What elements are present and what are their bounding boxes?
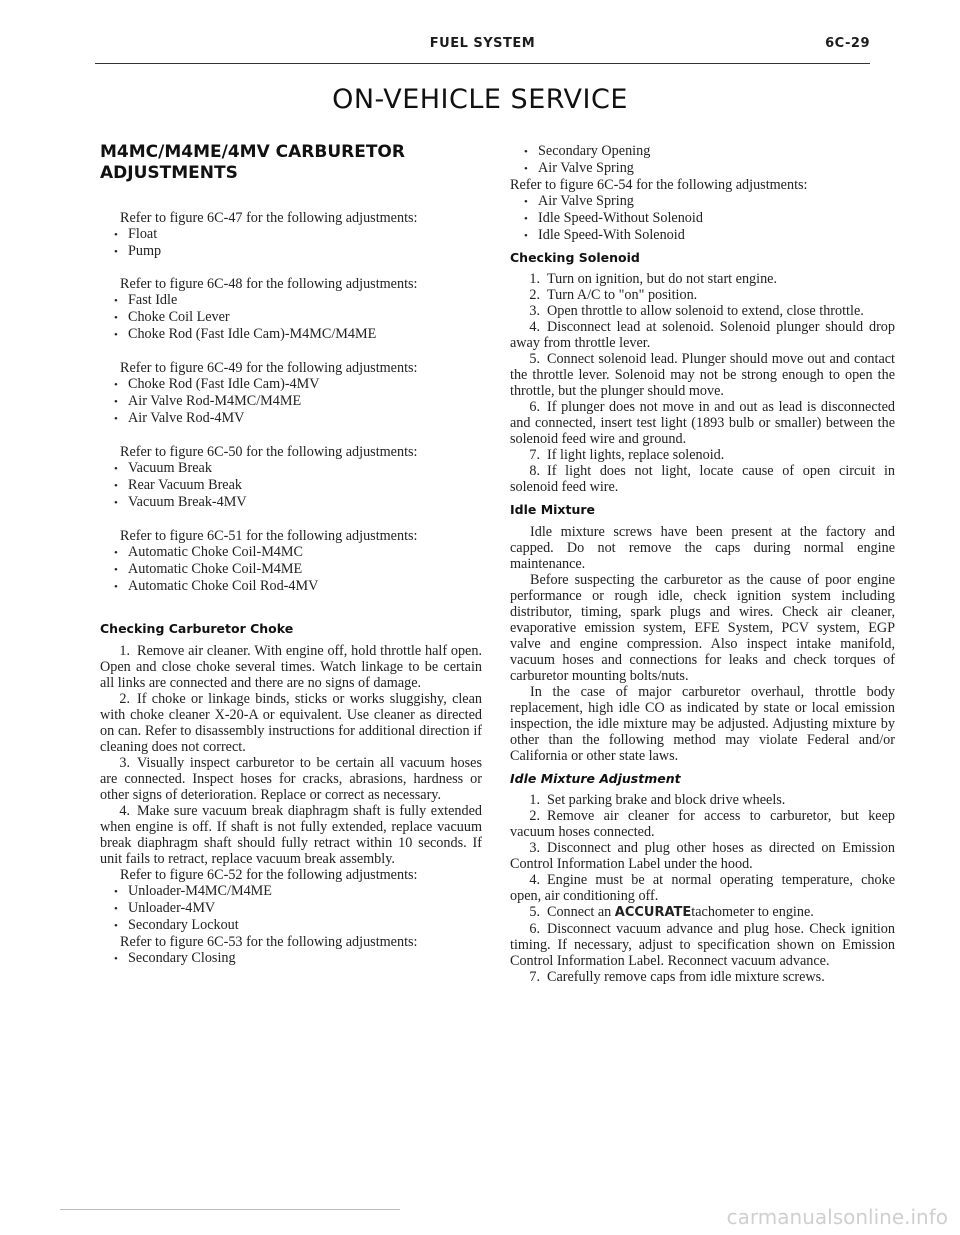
procedure-step bbox=[510, 271, 895, 287]
step-number: 5. bbox=[529, 351, 540, 367]
step-text: Carefully remove caps from idle mixture screws. bbox=[547, 969, 825, 985]
step-number: 4. bbox=[119, 803, 130, 819]
right-column bbox=[510, 143, 895, 985]
step-number: 1. bbox=[529, 792, 540, 808]
checking-solenoid-heading: Checking Solenoid bbox=[510, 250, 640, 265]
step-number: 6. bbox=[529, 921, 540, 937]
adjustment-group bbox=[100, 528, 482, 595]
step-text: Remove air cleaner. With engine off, hold throttle half open. Open and close choke several times. Watch linkage to be certain all links are connected and there are no signs of damage. bbox=[100, 643, 482, 691]
step-text: Make sure vacuum break diaphragm shaft is fully extended when engine is off. If shaft is not fully extended, replace vacuum break diaphragm shaft should fully retract within 10 seconds. If unit fails to retract, replace vacuum break assembly. bbox=[100, 803, 482, 867]
list-item: • Rear Vacuum Break bbox=[100, 477, 482, 494]
accurate-brand: ACCURATE bbox=[614, 905, 692, 920]
step-number: 2. bbox=[529, 287, 540, 303]
adjustment-group bbox=[100, 276, 482, 343]
procedure-step bbox=[510, 351, 895, 399]
step-text: If light lights, replace solenoid. bbox=[547, 447, 725, 463]
list-item: • Air Valve Spring bbox=[510, 160, 895, 177]
step-number: 3. bbox=[119, 755, 130, 771]
procedure-step bbox=[100, 643, 482, 691]
adjustment-group bbox=[100, 210, 482, 260]
list-item: • Choke Rod (Fast Idle Cam)-M4MC/M4ME bbox=[100, 326, 482, 343]
step-number: 7. bbox=[529, 447, 540, 463]
procedure-step bbox=[510, 872, 895, 904]
step-text: tachometer to engine. bbox=[691, 904, 814, 920]
list-item: • Float bbox=[100, 226, 482, 243]
page-number: 6C-29 bbox=[825, 36, 870, 51]
figure-reference: Refer to figure 6C-52 for the following adjustments: bbox=[120, 867, 418, 883]
figure-reference: Refer to figure 6C-48 for the following adjustments: bbox=[120, 276, 418, 292]
list-item: • Secondary Lockout bbox=[100, 917, 482, 934]
paragraph: Before suspecting the carburetor as the cause of poor engine performance or rough idle, check ignition system including distributor, timing, spark plugs and wires. Check air cleaner, evaporative emission system, EFE System, PCV system, EGP valve and engine compression. Also inspect intake manifold, vacuum hoses and connections for leaks and check torques of carburetor mounting bolts/nuts. bbox=[510, 572, 895, 684]
checking-choke-heading: Checking Carburetor Choke bbox=[100, 621, 294, 636]
figure-reference: Refer to figure 6C-50 for the following adjustments: bbox=[120, 444, 418, 460]
watermark: carmanualsonline.info bbox=[726, 1205, 948, 1229]
step-number: 2. bbox=[119, 691, 130, 707]
list-item: • Choke Rod (Fast Idle Cam)-4MV bbox=[100, 376, 482, 393]
step-text: Connect an bbox=[547, 904, 612, 920]
step-number: 4. bbox=[529, 319, 540, 335]
procedure-step bbox=[510, 463, 895, 495]
step-text: Set parking brake and block drive wheels. bbox=[547, 792, 786, 808]
step-number: 7. bbox=[529, 969, 540, 985]
adjustment-group bbox=[100, 444, 482, 511]
list-item: • Air Valve Spring bbox=[510, 193, 895, 210]
procedure-step bbox=[510, 287, 895, 303]
procedure-step bbox=[510, 969, 895, 985]
procedure-step bbox=[510, 447, 895, 463]
adjustment-group bbox=[100, 360, 482, 427]
list-item: • Automatic Choke Coil-M4MC bbox=[100, 544, 482, 561]
bottom-rule bbox=[60, 1209, 400, 1210]
procedure-step bbox=[510, 921, 895, 969]
list-item: • Idle Speed-With Solenoid bbox=[510, 227, 895, 244]
idle-mixture-adjustment-heading: Idle Mixture Adjustment bbox=[510, 771, 681, 786]
adjustment-group bbox=[100, 934, 482, 967]
list-item: • Vacuum Break-4MV bbox=[100, 494, 482, 511]
list-item: • Secondary Closing bbox=[100, 950, 482, 967]
list-item: • Automatic Choke Coil-M4ME bbox=[100, 561, 482, 578]
running-header bbox=[95, 36, 870, 56]
step-text: Disconnect and plug other hoses as directed on Emission Control Information Label under the hood. bbox=[510, 840, 895, 872]
step-text: If choke or linkage binds, sticks or works sluggishy, clean with choke cleaner X-20-A or equivalent. Use cleaner as directed on can. Refer to disassembly instructions for additional direction if cleaning does not correct. bbox=[100, 691, 482, 755]
step-text: If light does not light, locate cause of open circuit in solenoid feed wire. bbox=[510, 463, 895, 495]
step-text: Disconnect vacuum advance and plug hose. Check ignition timing. If necessary, adjust to specification shown on Emission Control Information Label. Reconnect vacuum advance. bbox=[510, 921, 895, 969]
procedure-step bbox=[100, 803, 482, 867]
left-column bbox=[100, 142, 482, 967]
list-item: • Vacuum Break bbox=[100, 460, 482, 477]
paragraph: Idle mixture screws have been present at the factory and capped. Do not remove the caps during normal engine maintenance. bbox=[510, 524, 895, 572]
procedure-step bbox=[510, 904, 895, 921]
step-text: Visually inspect carburetor to be certain all vacuum hoses are connected. Inspect hoses for cracks, abrasions, hardness or other signs of deterioration. Replace or correct as necessary. bbox=[100, 755, 482, 803]
step-number: 3. bbox=[529, 840, 540, 856]
paragraph: In the case of major carburetor overhaul, throttle body replacement, high idle CO as indicated by state or local emission inspection, the idle mixture may be adjusted. Adjusting mixture by other than the following method may violate Federal and/or California or other state laws. bbox=[510, 684, 895, 764]
step-text: Turn A/C to "on" position. bbox=[547, 287, 698, 303]
step-text: Open throttle to allow solenoid to extend, close throttle. bbox=[547, 303, 864, 319]
figure-reference: Refer to figure 6C-47 for the following adjustments: bbox=[120, 210, 418, 226]
procedure-step bbox=[510, 303, 895, 319]
procedure-step bbox=[100, 691, 482, 755]
list-item: • Unloader-M4MC/M4ME bbox=[100, 883, 482, 900]
procedure-step bbox=[510, 840, 895, 872]
step-text: Remove air cleaner for access to carburetor, but keep vacuum hoses connected. bbox=[510, 808, 895, 840]
step-text: If plunger does not move in and out as lead is disconnected and connected, insert test light (1893 bulb or smaller) between the solenoid feed wire and ground. bbox=[510, 399, 895, 447]
idle-mixture-heading: Idle Mixture bbox=[510, 502, 596, 517]
step-number: 5. bbox=[529, 904, 540, 920]
adjustment-group bbox=[100, 867, 482, 934]
list-item: • Air Valve Rod-M4MC/M4ME bbox=[100, 393, 482, 410]
list-item: • Pump bbox=[100, 243, 482, 260]
heading-line-1: M4MC/M4ME/4MV CARBURETOR bbox=[100, 142, 405, 162]
step-number: 1. bbox=[119, 643, 130, 659]
section-title: ON-VEHICLE SERVICE bbox=[332, 84, 628, 115]
step-number: 6. bbox=[529, 399, 540, 415]
step-number: 2. bbox=[529, 808, 540, 824]
list-item: • Automatic Choke Coil Rod-4MV bbox=[100, 578, 482, 595]
step-number: 8. bbox=[529, 463, 540, 479]
procedure-step bbox=[510, 792, 895, 808]
list-item: • Choke Coil Lever bbox=[100, 309, 482, 326]
figure-reference: Refer to figure 6C-51 for the following adjustments: bbox=[120, 528, 418, 544]
figure-reference: Refer to figure 6C-49 for the following adjustments: bbox=[120, 360, 418, 376]
procedure-step bbox=[100, 755, 482, 803]
list-item: • Unloader-4MV bbox=[100, 900, 482, 917]
figure-reference: Refer to figure 6C-54 for the following adjustments: bbox=[510, 177, 808, 193]
list-item: • Idle Speed-Without Solenoid bbox=[510, 210, 895, 227]
step-number: 1. bbox=[529, 271, 540, 287]
procedure-step bbox=[510, 399, 895, 447]
list-item: • Air Valve Rod-4MV bbox=[100, 410, 482, 427]
step-text: Engine must be at normal operating temperature, choke open, air conditioning off. bbox=[510, 872, 895, 904]
procedure-step bbox=[510, 319, 895, 351]
header-rule bbox=[95, 63, 870, 64]
step-text: Turn on ignition, but do not start engine. bbox=[547, 271, 778, 287]
section-name: FUEL SYSTEM bbox=[429, 36, 536, 51]
heading-line-2: ADJUSTMENTS bbox=[100, 163, 238, 183]
step-number: 4. bbox=[529, 872, 540, 888]
step-text: Connect solenoid lead. Plunger should move out and contact the throttle lever. Solenoid may not be strong enough to open the throttle, but the plunger should move. bbox=[510, 351, 895, 399]
figure-reference: Refer to figure 6C-53 for the following adjustments: bbox=[120, 934, 418, 950]
list-item: • Fast Idle bbox=[100, 292, 482, 309]
step-text: Disconnect lead at solenoid. Solenoid plunger should drop away from throttle lever. bbox=[510, 319, 895, 351]
carburetor-adjustments-heading bbox=[100, 142, 482, 184]
step-number: 3. bbox=[529, 303, 540, 319]
procedure-step bbox=[510, 808, 895, 840]
list-item: • Secondary Opening bbox=[510, 143, 895, 160]
